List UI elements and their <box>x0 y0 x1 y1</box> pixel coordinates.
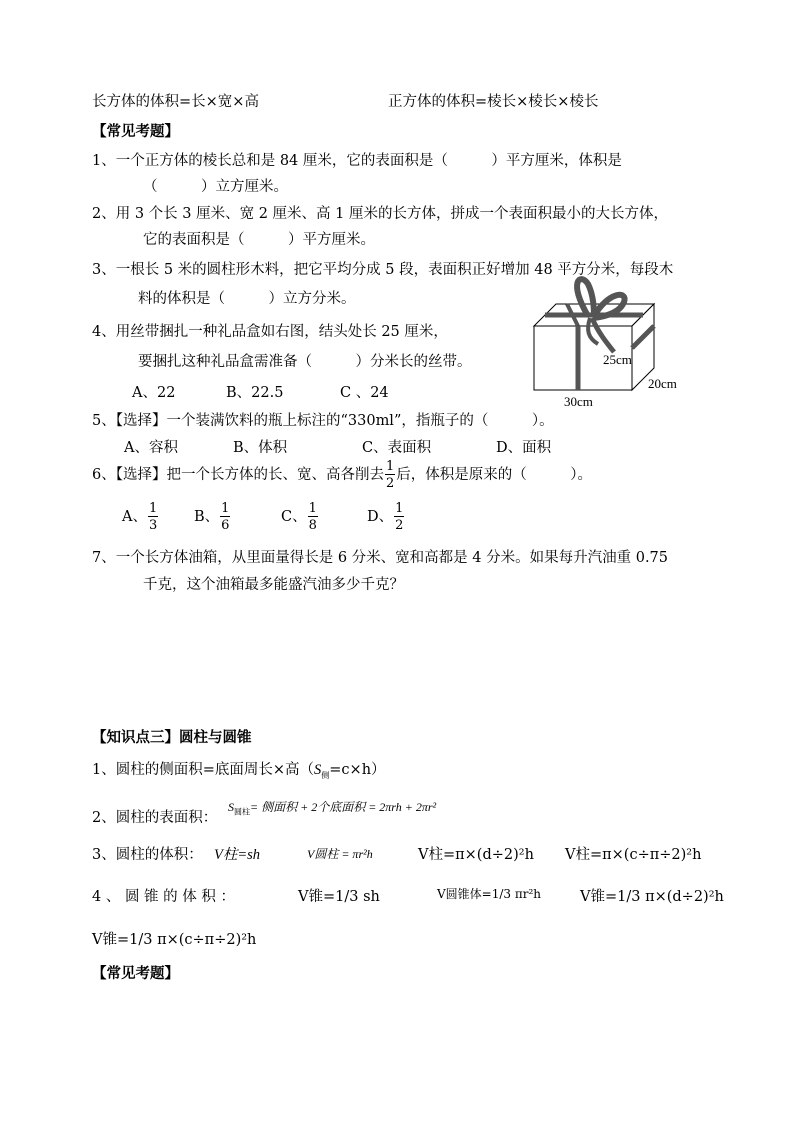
question-4-line-2: 要捆扎这种礼品盒需准备（ ）分米长的丝带。 <box>138 354 472 370</box>
question-6-option-b: B、 $\frac{1}{6}$ <box>194 501 230 533</box>
knowledge-1: 1、圆柱的侧面积=底面周长×高$(S_侧=c\times h)$ <box>92 762 386 780</box>
gift-box-illustration <box>528 272 688 412</box>
question-5-line-1: 5、【选择】一个装满饮料的瓶上标注的“330ml”，指瓶子的（ ）。 <box>92 413 554 429</box>
cuboid-volume-formula: 长方体的体积=长×宽×高 <box>92 94 259 110</box>
knowledge-3: 3、圆柱的体积： <box>92 847 203 863</box>
knowledge-4: 4 、 圆 锥 的 体 积 ： <box>92 889 235 905</box>
question-6-fraction: $\frac{1}{2}$ <box>385 459 395 491</box>
question-6-text-after: 后，体积是原来的（ ）。 <box>396 467 593 483</box>
section-heading-common-questions-2: 【常见考题】 <box>92 965 179 982</box>
question-6-option-a: A、 $\frac{1}{3}$ <box>122 501 158 533</box>
question-2-line-2: 它的表面积是（ ）平方厘米。 <box>143 232 375 248</box>
question-4-line-1: 4、用丝带捆扎一种礼品盒如右图，结头处长 25 厘米， <box>92 324 448 340</box>
cone-volume-formula-4: V锥=1/3 π×(c÷π÷2)²h <box>92 932 257 948</box>
box-height-label: 25cm <box>603 352 632 367</box>
question-5-option-d: D、面积 <box>496 440 552 456</box>
question-5-option-c: C、表面积 <box>362 440 432 456</box>
cylinder-volume-formula-1: V柱=sh <box>214 847 261 863</box>
question-3-line-2: 料的体积是（ ）立方分米。 <box>138 291 356 307</box>
cone-volume-formula-3: V锥=1/3 π×(d÷2)²h <box>580 889 724 905</box>
cylinder-volume-formula-4: V柱=π×(c÷π÷2)²h <box>565 847 702 863</box>
question-5-option-a: A、容积 <box>124 440 178 456</box>
question-4-option-a: A、22 <box>132 385 176 401</box>
question-3-line-1: 3、一根长 5 米的圆柱形木料，把它平均分成 5 段，表面积正好增加 48 平方分米，每段木 <box>92 262 674 278</box>
question-7-line-2: 千克，这个油箱最多能盛汽油多少千克？ <box>143 577 404 593</box>
question-1-line-1: 1、一个正方体的棱长总和是 84 厘米，它的表面积是（ ）平方厘米，体积是 <box>92 153 622 169</box>
section-heading-common-questions: 【常见考题】 <box>92 123 179 140</box>
cone-volume-formula-2: V圆锥体=1/3 πr²h <box>437 887 542 901</box>
question-6-option-d: D、 $\frac{1}{2}$ <box>367 501 404 533</box>
box-length-label: 30cm <box>564 394 593 409</box>
knowledge-2: 2、圆柱的表面积： <box>92 810 218 826</box>
box-width-label: 20cm <box>648 376 677 391</box>
question-6-text-before: 6、【选择】把一个长方体的长、宽、高各削去 <box>92 467 384 483</box>
question-7-line-1: 7、一个长方体油箱，从里面量得长是 6 分米、宽和高都是 4 分米。如果每升汽油重 0.75 <box>92 550 669 566</box>
cylinder-surface-formula: $S_{圆柱}=$ 侧面积 + 2个底面积 = 2πrh + 2πr² <box>228 800 437 817</box>
question-6-option-c: C、 $\frac{1}{8}$ <box>281 501 317 533</box>
question-6-line-1 <box>92 460 592 490</box>
question-4-option-b: B、22.5 <box>226 385 284 401</box>
question-4-option-c: C 、24 <box>340 385 389 401</box>
question-1-line-2: （ ）立方厘米。 <box>143 179 288 195</box>
section-heading-cylinder-cone: 【知识点三】圆柱与圆锥 <box>92 729 252 746</box>
cube-volume-formula: 正方体的体积=棱长×棱长×棱长 <box>388 94 599 110</box>
cone-volume-formula-1: V锥=1/3 sh <box>298 889 380 905</box>
question-2-line-1: 2、用 3 个长 3 厘米、宽 2 厘米、高 1 厘米的长方体，拼成一个表面积最小的大长方体， <box>92 206 668 222</box>
cylinder-volume-formula-3: V柱=π×(d÷2)²h <box>418 847 534 863</box>
cylinder-volume-formula-2: V圆柱 = πr²h <box>307 847 373 861</box>
question-5-option-b: B、体积 <box>233 440 288 456</box>
